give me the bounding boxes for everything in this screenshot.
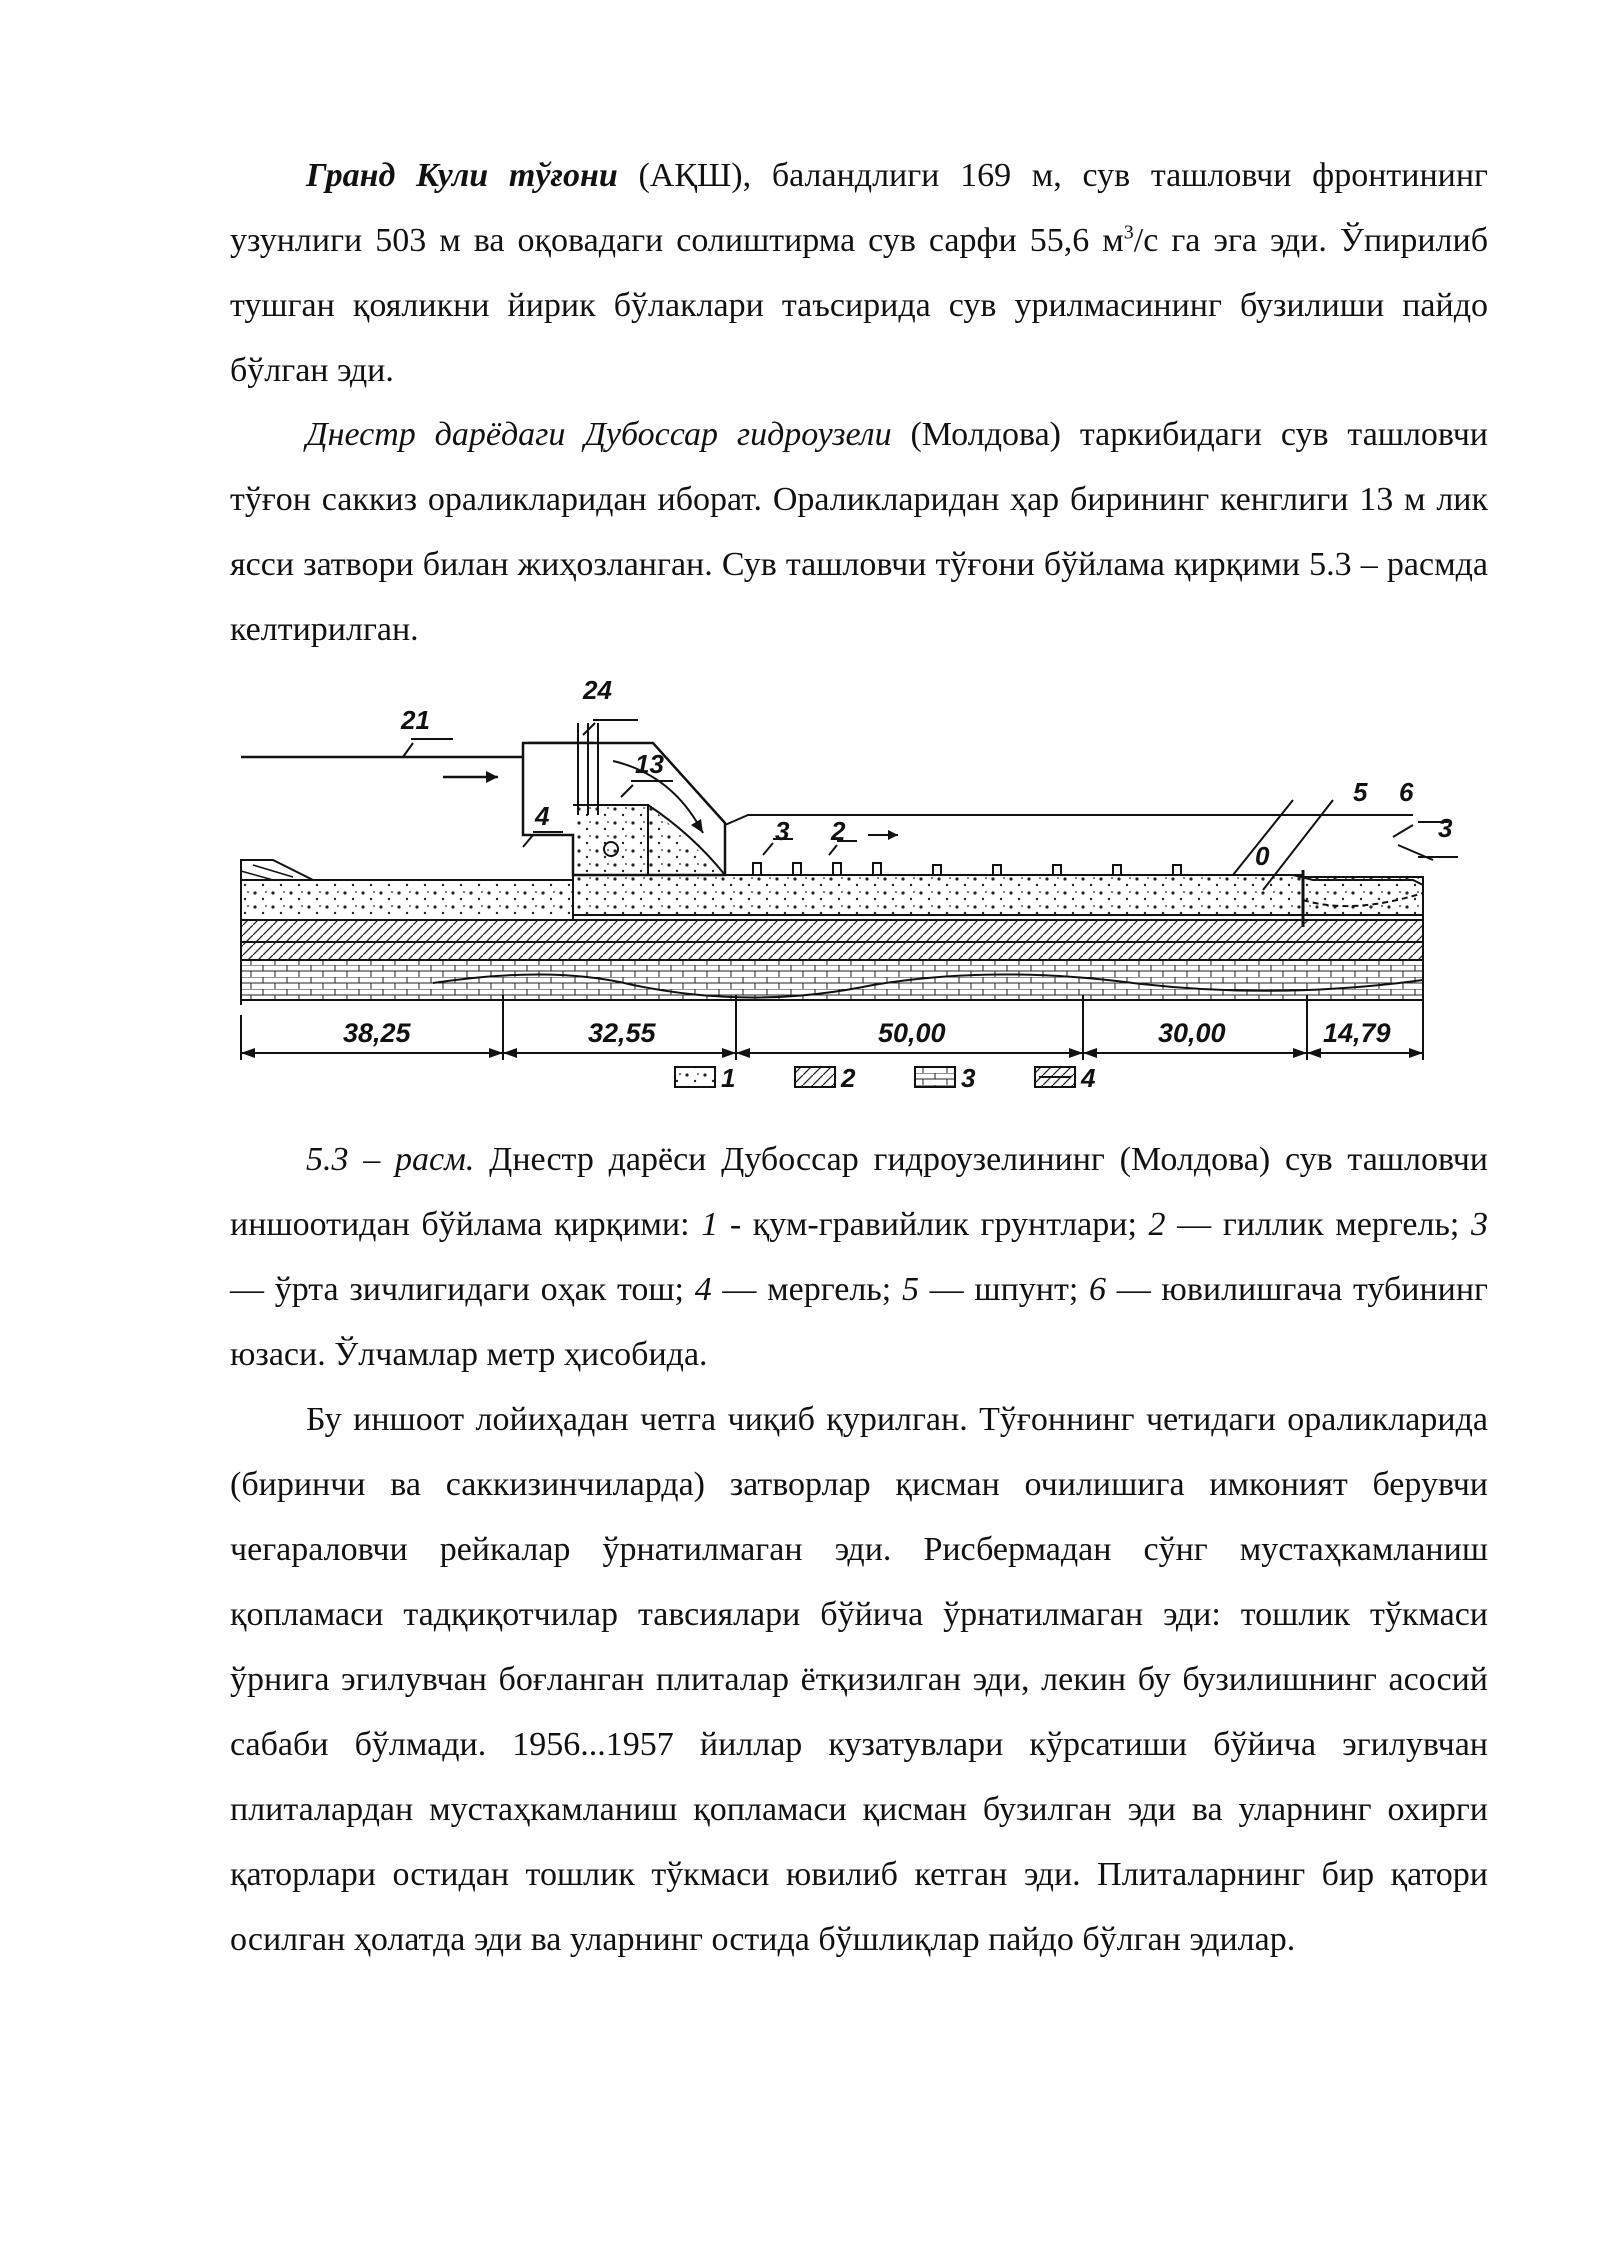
paragraph-construction	[230, 1387, 1488, 1972]
dimension-label: 50,00	[878, 1018, 946, 1048]
legend-label: 2	[841, 1063, 856, 1093]
caption-text: — гиллик мергель;	[1165, 1206, 1471, 1243]
caption-number: 4	[694, 1271, 712, 1308]
caption-text: — мергель;	[711, 1271, 902, 1308]
callout-label: 6	[1399, 777, 1414, 807]
callout-label: 3	[1438, 813, 1453, 843]
dimension-label: 38,25	[343, 1018, 411, 1048]
paragraph-text: (АҚШ), баландлиги 169 м, сув ташловчи фронтининг узунлиги 503 м ва оқовадаги солиштирма сув сарфи 55,6 м	[230, 157, 1488, 259]
callout-label: 2	[831, 816, 846, 846]
callout-label: 21	[401, 705, 430, 735]
legend-label: 4	[1081, 1063, 1096, 1093]
callout-label: 13	[635, 749, 664, 779]
caption-number: 2	[1148, 1206, 1166, 1243]
paragraph-grand-coulee	[230, 143, 1488, 403]
clay-marl-hatch-icon	[795, 1067, 835, 1087]
limestone-brick-icon	[915, 1067, 955, 1087]
caption-label: 5.3 – расм.	[306, 1141, 475, 1178]
caption-number: 1 -	[701, 1206, 742, 1243]
figure-caption	[230, 1127, 1488, 1387]
paragraph-text: (Молдова) таркибидаги сув ташловчи тўғон саккиз ораликларидан иборат. Ораликларидан ҳар бирининг кенглиги 13 м лик ясси затвори билан жиҳозланган. Сув ташловчи тўғони бўйлама қирқими 5.3 – расмда келтирилган.	[230, 416, 1488, 648]
dam-cross-section-drawing	[233, 665, 1493, 1105]
callout-label: 0	[1255, 841, 1270, 871]
paragraph-dubossary	[230, 402, 1488, 662]
legend-label: 3	[961, 1063, 976, 1093]
caption-number: 6	[1089, 1271, 1106, 1308]
callout-label: 4	[535, 801, 550, 831]
superscript: 3	[1123, 221, 1134, 244]
paragraph-title: Днестр дарёдаги Дубоссар гидроузели	[306, 416, 892, 453]
callout-label: 24	[583, 675, 612, 705]
legend-label: 1	[721, 1063, 736, 1093]
callout-label: 5	[1353, 777, 1368, 807]
dam-cross-section-figure	[233, 665, 1493, 1105]
dimension-label: 14,79	[1323, 1018, 1391, 1048]
dimension-label: 32,55	[588, 1018, 656, 1048]
paragraph-text: Бу иншоот лойиҳадан четга чиқиб қурилган. Тўғоннинг четидаги ораликларида (биринчи ва саккизинчиларда) затворлар қисман очилишига имконият берувчи чегараловчи рейкалар ўрнатилмаган эди. Рисбермадан сўнг мустаҳкамланиш қопламаси тадқиқотчилар тавсиялари бўйича ўрнатилмаган эди: тошлик тўкмаси ўрнига эгилувчан боғланган плиталар ётқизилган эди, лекин бу бузилишнинг асосий сабаби бўлмади. 1956...1957 йиллар кузатувлари кўрсатиши бўйича эгилувчан плиталардан мустаҳкамланиш қопламаси қисман бузилган эди ва уларнинг охирги қаторлари остидан тошлик тўкмаси ювилиб кетган эди. Плиталарнинг бир қатори осилган ҳолатда эди ва уларнинг остида бўшлиқлар пайдо бўлган эдилар.	[230, 1401, 1488, 1958]
caption-number: 3	[1471, 1206, 1488, 1243]
caption-number: 5	[901, 1271, 919, 1308]
caption-text: — ўрта зичлигидаги оҳак тош;	[230, 1271, 695, 1308]
caption-text: — ювилишгача тубининг юзаси. Ўлчамлар метр ҳисобида.	[230, 1271, 1488, 1373]
sand-gravel-hatch-icon	[675, 1067, 715, 1087]
caption-text: — шпунт;	[918, 1271, 1089, 1308]
figure-legend	[675, 1063, 1096, 1093]
paragraph-text: /с га эга эди. Ўпирилиб тушган қояликни йирик бўлаклари таъсирида сув урилмасининг бузилиши пайдо бўлган эди.	[230, 222, 1489, 389]
caption-text: қум-гравийлик грунтлари;	[741, 1206, 1149, 1243]
paragraph-title: Гранд Кули тўғони	[306, 157, 618, 194]
callout-label: 3	[775, 816, 790, 846]
caption-text: Днестр дарёси Дубоссар гидроузелининг (Молдова) сув ташловчи иншоотидан бўйлама қирқими:	[230, 1141, 1489, 1243]
dimension-label: 30,00	[1158, 1018, 1226, 1048]
